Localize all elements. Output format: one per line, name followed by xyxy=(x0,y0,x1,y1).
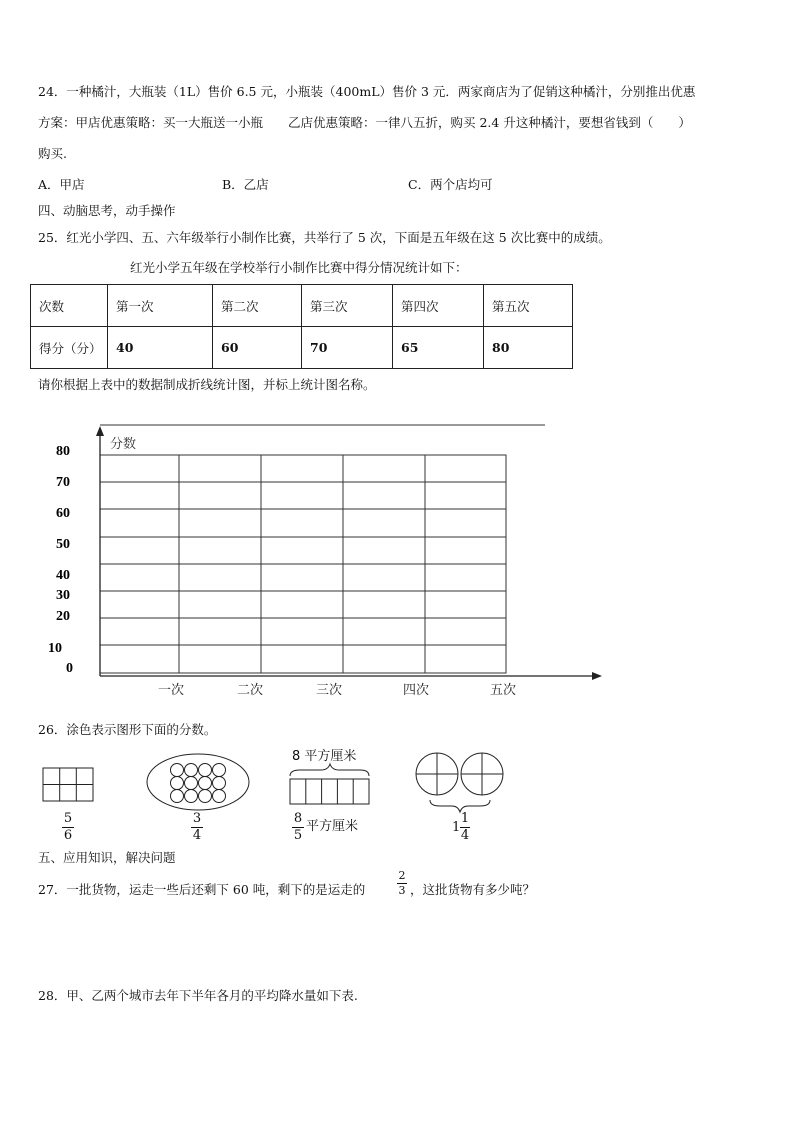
fraction-unit: 平方厘米 xyxy=(306,819,359,834)
q24-option-c: C．两个店均可 xyxy=(408,177,493,192)
table-row xyxy=(31,285,573,327)
q27-tail: ，这批货物有多少吨？ xyxy=(410,882,536,897)
fraction-denominator: 5 xyxy=(293,828,303,843)
fraction-3-4 xyxy=(191,812,203,843)
mixed-number-whole: 1 xyxy=(452,820,461,835)
x-tick-label: 一次 xyxy=(158,683,185,698)
scores-table xyxy=(30,284,573,369)
fraction-denominator: 4 xyxy=(192,828,202,843)
table-header-cell: 第三次 xyxy=(302,285,393,327)
y-tick-label: 30 xyxy=(56,588,70,603)
x-axis-arrow xyxy=(592,672,602,680)
q24-line2: 方案：甲店优惠策略：买一大瓶送一小瓶 乙店优惠策略：一律八五折，购买 2.4 升这种橘汁，要想省钱到（ ） xyxy=(38,115,691,130)
q24-line1: 24．一种橘汁，大瓶装（1L）售价 6.5 元，小瓶装（400mL）售价 3 元．两家商店为了促销这种橘汁，分别推出优惠 xyxy=(38,84,696,99)
y-axis-arrow xyxy=(96,426,104,436)
two-circles-figure xyxy=(416,753,503,812)
q25-instruction: 请你根据上表中的数据制成折线统计图，并标上统计图名称。 xyxy=(38,377,376,392)
y-tick-label: 20 xyxy=(56,609,70,624)
fraction-numerator: 2 xyxy=(398,869,406,882)
fraction-numerator: 1 xyxy=(460,811,470,826)
table-cell: 70 xyxy=(302,327,393,369)
fraction-numerator: 8 xyxy=(293,811,303,826)
section-5-heading: 五、应用知识，解决问题 xyxy=(38,850,176,865)
fraction-5-6 xyxy=(62,812,74,843)
fraction-denominator: 3 xyxy=(398,884,406,897)
q25-stem: 25．红光小学四、五、六年级举行小制作比赛，共举行了 5 次，下面是五年级在这 5 次比赛中的成绩。 xyxy=(38,230,611,245)
table-cell: 60 xyxy=(213,327,302,369)
q27-stem: 27．一批货物，运走一些后还剩下 60 吨，剩下的是运走的 xyxy=(38,882,366,897)
bar-figure xyxy=(290,764,369,804)
y-axis-label: 分数 xyxy=(110,437,137,452)
x-tick-labels xyxy=(158,682,516,698)
fraction-8-5 xyxy=(292,812,304,843)
y-tick-label: 0 xyxy=(66,661,73,676)
table-cell: 65 xyxy=(393,327,484,369)
ellipse-circles-figure xyxy=(147,754,249,810)
q24-option-a: A．甲店 xyxy=(38,177,85,192)
table-header-cell: 第四次 xyxy=(393,285,484,327)
q25-table-title: 红光小学五年级在学校举行小制作比赛中得分情况统计如下： xyxy=(130,260,468,275)
fraction-denominator: 6 xyxy=(63,828,73,843)
fraction-numerator: 3 xyxy=(192,811,202,826)
y-tick-label: 50 xyxy=(56,537,70,552)
q28-stem: 28．甲、乙两个城市去年下半年各月的平均降水量如下表. xyxy=(38,988,358,1003)
fraction-denominator: 4 xyxy=(460,828,470,843)
q24-option-b: B．乙店 xyxy=(222,177,269,192)
x-tick-label: 五次 xyxy=(490,683,517,698)
table-header-cell: 第二次 xyxy=(213,285,302,327)
y-tick-label: 40 xyxy=(56,568,70,583)
chart-grid-frame xyxy=(100,455,506,673)
q26-stem: 26．涂色表示图形下面的分数。 xyxy=(38,722,217,737)
table-header-cell: 次数 xyxy=(31,285,108,327)
table-header-cell: 第五次 xyxy=(484,285,573,327)
x-tick-label: 四次 xyxy=(403,683,430,698)
fraction-2-3 xyxy=(397,870,407,897)
q24-line3: 购买. xyxy=(38,146,67,161)
table-row-label: 得分（分） xyxy=(31,327,108,369)
fraction-numerator: 5 xyxy=(63,811,73,826)
bar-total-label: 8 平方厘米 xyxy=(292,749,357,764)
chart-grid xyxy=(100,455,506,673)
table-header-cell: 第一次 xyxy=(108,285,213,327)
y-tick-label: 70 xyxy=(56,475,70,490)
rectangle-grid-figure xyxy=(43,768,93,801)
y-tick-label: 60 xyxy=(56,506,70,521)
fraction-1-4 xyxy=(460,812,470,843)
x-tick-label: 二次 xyxy=(237,683,264,698)
section-4-heading: 四、动脑思考，动手操作 xyxy=(38,203,176,218)
table-cell: 40 xyxy=(108,327,213,369)
y-tick-labels xyxy=(48,444,73,676)
table-cell: 80 xyxy=(484,327,573,369)
y-tick-label: 10 xyxy=(48,641,62,656)
x-tick-label: 三次 xyxy=(316,683,343,698)
table-row xyxy=(31,327,573,369)
y-tick-label: 80 xyxy=(56,444,70,459)
